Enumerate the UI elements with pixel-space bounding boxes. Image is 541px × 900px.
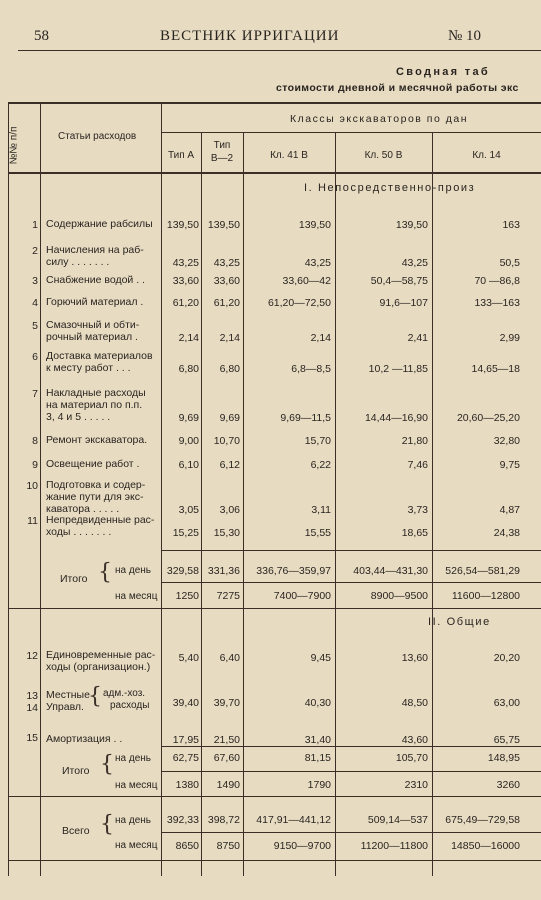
row-value: 39,70 — [213, 697, 240, 709]
row-value: 17,95 — [172, 734, 199, 746]
total-month-value: 7275 — [216, 590, 240, 602]
total2-mid-rule — [161, 771, 541, 772]
total1-top-rule — [161, 550, 541, 551]
classes-rule — [161, 132, 541, 133]
row-label: Управл. — [46, 701, 84, 713]
row-value: 2,14 — [219, 332, 240, 344]
col-header-type-b2-line2: В—2 — [210, 153, 234, 164]
row-label: Подготовка и содер- — [46, 479, 146, 491]
row-value: 163 — [502, 219, 520, 231]
grand-month-value: 9150—9700 — [273, 840, 331, 852]
col-header-cl50b: Кл. 50 В — [364, 150, 403, 161]
row-label: Содержание рабсилы — [46, 218, 153, 230]
row-label: жание пути для экс- — [46, 491, 144, 503]
row-label: Накладные расходы — [46, 387, 146, 399]
num-column-header-box — [8, 118, 33, 178]
total-month-value: 1250 — [175, 590, 199, 602]
row-value: 20,20 — [493, 652, 520, 664]
row-value: 61,20 — [213, 297, 240, 309]
total-month-value: 7400—7900 — [273, 590, 331, 602]
row-value: 10,2 —11,85 — [368, 363, 428, 375]
total2-top-rule — [161, 746, 541, 747]
col-header-cl14: Кл. 14 — [472, 150, 501, 161]
row-number: 8 — [32, 435, 38, 447]
total-brace: { — [100, 752, 114, 777]
total-label: Итого — [62, 765, 90, 777]
section-1-title: I. Непосредственно-произ — [304, 182, 476, 194]
row-value: 9,69 — [178, 412, 199, 424]
row-brace: { — [88, 684, 102, 709]
row-value: 6,80 — [178, 363, 199, 375]
row-value: 43,25 — [172, 257, 199, 269]
row-value: 15,55 — [304, 527, 331, 539]
row-value: 40,30 — [304, 697, 331, 709]
table-top-rule — [8, 102, 541, 104]
row-value: 3,73 — [407, 504, 428, 516]
row-number: 15 — [26, 732, 38, 744]
row-value: 33,60 — [172, 275, 199, 287]
row-number: 4 — [32, 297, 38, 309]
total-month-label: на месяц — [115, 780, 158, 791]
row-label: Амортизация . . — [46, 733, 123, 745]
row-value: 91,6—107 — [379, 297, 428, 309]
row-value: 6,22 — [310, 459, 331, 471]
total-month-value: 1490 — [216, 779, 240, 791]
row-value: 10,70 — [213, 435, 240, 447]
row-value: 2,99 — [499, 332, 520, 344]
journal-title: ВЕСТНИК ИРРИГАЦИИ — [160, 28, 340, 44]
total-month-label: на месяц — [115, 591, 158, 602]
grand-month-label: на месяц — [115, 840, 158, 851]
table-bottom-rule — [8, 860, 541, 861]
row-value: 33,60 — [213, 275, 240, 287]
row-value: 5,40 — [178, 652, 199, 664]
row-number: 2 — [32, 245, 38, 257]
col-header-type-a: Тип А — [167, 150, 195, 161]
row-label: Начисления на раб- — [46, 244, 144, 256]
row-value: 65,75 — [493, 734, 520, 746]
row-number: 11 — [27, 515, 38, 527]
row-label: к месту работ . . . — [46, 362, 131, 374]
row-value: 20,60—25,20 — [456, 412, 520, 424]
total-month-value: 11600—12800 — [451, 590, 520, 602]
total-month-value: 8900—9500 — [370, 590, 428, 602]
total-label: Итого — [60, 573, 88, 585]
row-value: 2,14 — [310, 332, 331, 344]
row-label: ходы (организацион.) — [46, 661, 151, 673]
row-value: 24,38 — [493, 527, 520, 539]
row-value: 4,87 — [499, 504, 520, 516]
row-number: 6 — [32, 351, 38, 363]
row-label: Снабжение водой . . — [46, 274, 145, 286]
row-label: силу . . . . . . . — [46, 256, 110, 268]
row-value: 43,60 — [401, 734, 428, 746]
row-value: 61,20—72,50 — [267, 297, 331, 309]
row-sublabel: расходы — [110, 700, 150, 711]
grand-month-value: 11200—11800 — [360, 840, 428, 852]
total-day-label: на день — [115, 753, 151, 764]
total-day-value: 105,70 — [395, 752, 428, 764]
row-value: 48,50 — [401, 697, 428, 709]
row-number: 7 — [32, 388, 38, 400]
row-value: 13,60 — [401, 652, 428, 664]
row-value: 6,12 — [219, 459, 240, 471]
row-value: 2,14 — [178, 332, 199, 344]
grand-month-value: 8650 — [175, 840, 199, 852]
row-label: 3, 4 и 5 . . . . . — [46, 411, 111, 423]
row-value: 18,65 — [401, 527, 428, 539]
row-value: 50,4—58,75 — [370, 275, 428, 287]
row-value: 15,25 — [172, 527, 199, 539]
row-label: Непредвиденные рас- — [46, 514, 155, 526]
col-header-cl41b: Кл. 41 В — [270, 150, 308, 161]
total2-bottom-rule — [8, 796, 541, 797]
col-header-type-b2-line1: Тип — [213, 140, 231, 151]
row-value: 21,80 — [401, 435, 428, 447]
grand-day-value: 675,49—729,58 — [445, 814, 520, 826]
total-brace: { — [98, 560, 112, 585]
row-value: 9,69—11,5 — [280, 412, 331, 424]
row-label: Освещение работ . — [46, 458, 140, 470]
grand-day-value: 392,33 — [166, 814, 199, 826]
row-number: 14 — [26, 702, 38, 714]
grand-day-value: 509,14—537 — [367, 814, 428, 826]
row-value: 21,50 — [213, 734, 240, 746]
row-value: 43,25 — [401, 257, 428, 269]
row-number: 3 — [32, 275, 38, 287]
row-value: 6,40 — [219, 652, 240, 664]
row-label: каватора . . . . . — [46, 503, 120, 515]
num-column-header: №№ п/п — [8, 126, 20, 165]
left-rule — [8, 102, 9, 876]
row-value: 50,5 — [499, 257, 520, 269]
row-label: Доставка материалов — [46, 350, 153, 362]
row-value: 31,40 — [304, 734, 331, 746]
row-value: 9,69 — [219, 412, 240, 424]
total-day-value: 81,15 — [304, 752, 331, 764]
total-day-value: 526,54—581,29 — [445, 565, 520, 577]
row-value: 133—163 — [474, 297, 520, 309]
total-month-value: 3260 — [496, 779, 520, 791]
total1-mid-rule — [161, 582, 541, 583]
row-value: 2,41 — [407, 332, 428, 344]
grand-day-value: 417,91—441,12 — [256, 814, 331, 826]
row-label: Единовременные рас- — [46, 649, 156, 661]
row-value: 61,20 — [172, 297, 199, 309]
grand-month-value: 14850—16000 — [451, 840, 520, 852]
header-rule — [18, 50, 541, 51]
total-day-value: 329,58 — [166, 565, 199, 577]
row-value: 9,00 — [178, 435, 199, 447]
total-day-value: 148,95 — [487, 752, 520, 764]
row-value: 3,06 — [219, 504, 240, 516]
row-value: 3,11 — [311, 504, 331, 516]
row-label: Ремонт экскаватора. — [46, 434, 148, 446]
total1-bottom-rule — [8, 608, 541, 609]
row-value: 43,25 — [304, 257, 331, 269]
row-number: 5 — [32, 320, 38, 332]
row-number: 10 — [26, 480, 38, 492]
page-number: 58 — [34, 28, 49, 44]
grand-label: Всего — [62, 825, 90, 837]
total-day-value: 62,75 — [172, 752, 199, 764]
total-month-value: 1790 — [307, 779, 331, 791]
table-subtitle: стоимости дневной и месячной работы экс — [276, 82, 519, 94]
row-value: 139,50 — [395, 219, 428, 231]
row-value: 7,46 — [407, 459, 428, 471]
row-number: 13 — [26, 690, 38, 702]
row-value: 33,60—42 — [282, 275, 331, 287]
row-value: 39,40 — [172, 697, 199, 709]
total-day-label: на день — [115, 565, 151, 576]
row-value: 43,25 — [213, 257, 240, 269]
num-col-rule — [40, 102, 41, 876]
row-label: на материал по п.п. — [46, 399, 143, 411]
row-value: 9,75 — [499, 459, 520, 471]
row-value: 6,80 — [219, 363, 240, 375]
row-label: Местные — [46, 689, 90, 701]
section-2-title: II. Общие — [428, 616, 491, 628]
row-value: 14,44—16,90 — [364, 412, 428, 424]
total-month-value: 2310 — [404, 779, 428, 791]
row-value: 139,50 — [166, 219, 199, 231]
total-day-value: 403,44—431,30 — [353, 565, 428, 577]
row-value: 139,50 — [207, 219, 240, 231]
row-value: 6,10 — [178, 459, 199, 471]
issue-number: № 10 — [448, 28, 482, 44]
running-header — [0, 28, 541, 48]
header-bottom-rule — [8, 172, 541, 174]
row-number: 9 — [32, 459, 38, 471]
total-month-value: 1380 — [175, 779, 199, 791]
grand-day-label: на день — [115, 815, 151, 826]
row-value: 15,30 — [213, 527, 240, 539]
row-label: Горючий материал . — [46, 296, 144, 308]
grand-month-value: 8750 — [216, 840, 240, 852]
row-number: 12 — [26, 650, 38, 662]
classes-header: Классы экскаваторов по дан — [290, 113, 469, 125]
row-label: рочный материал . — [46, 331, 138, 343]
table-title: Сводная таб — [396, 66, 490, 78]
row-label: Смазочный и обти- — [46, 319, 140, 331]
row-value: 70 —86,8 — [474, 275, 520, 287]
row-value: 32,80 — [493, 435, 520, 447]
total-day-value: 67,60 — [213, 752, 240, 764]
row-value: 6,8—8,5 — [291, 363, 331, 375]
row-value: 9,45 — [310, 652, 331, 664]
row-value: 63,00 — [493, 697, 520, 709]
row-value: 3,05 — [178, 504, 199, 516]
grand-brace: { — [100, 812, 114, 837]
row-value: 14,65—18 — [471, 363, 520, 375]
grand-day-value: 398,72 — [207, 814, 240, 826]
row-label: ходы . . . . . . . — [46, 526, 112, 538]
row-number: 1 — [32, 219, 38, 231]
row-value: 139,50 — [298, 219, 331, 231]
total-day-value: 336,76—359,97 — [256, 565, 331, 577]
row-value: 15,70 — [304, 435, 331, 447]
row-sublabel: адм.-хоз. — [103, 688, 146, 699]
grand-mid-rule — [161, 832, 541, 833]
item-column-header: Статьи расходов — [58, 131, 137, 142]
total-day-value: 331,36 — [207, 565, 240, 577]
